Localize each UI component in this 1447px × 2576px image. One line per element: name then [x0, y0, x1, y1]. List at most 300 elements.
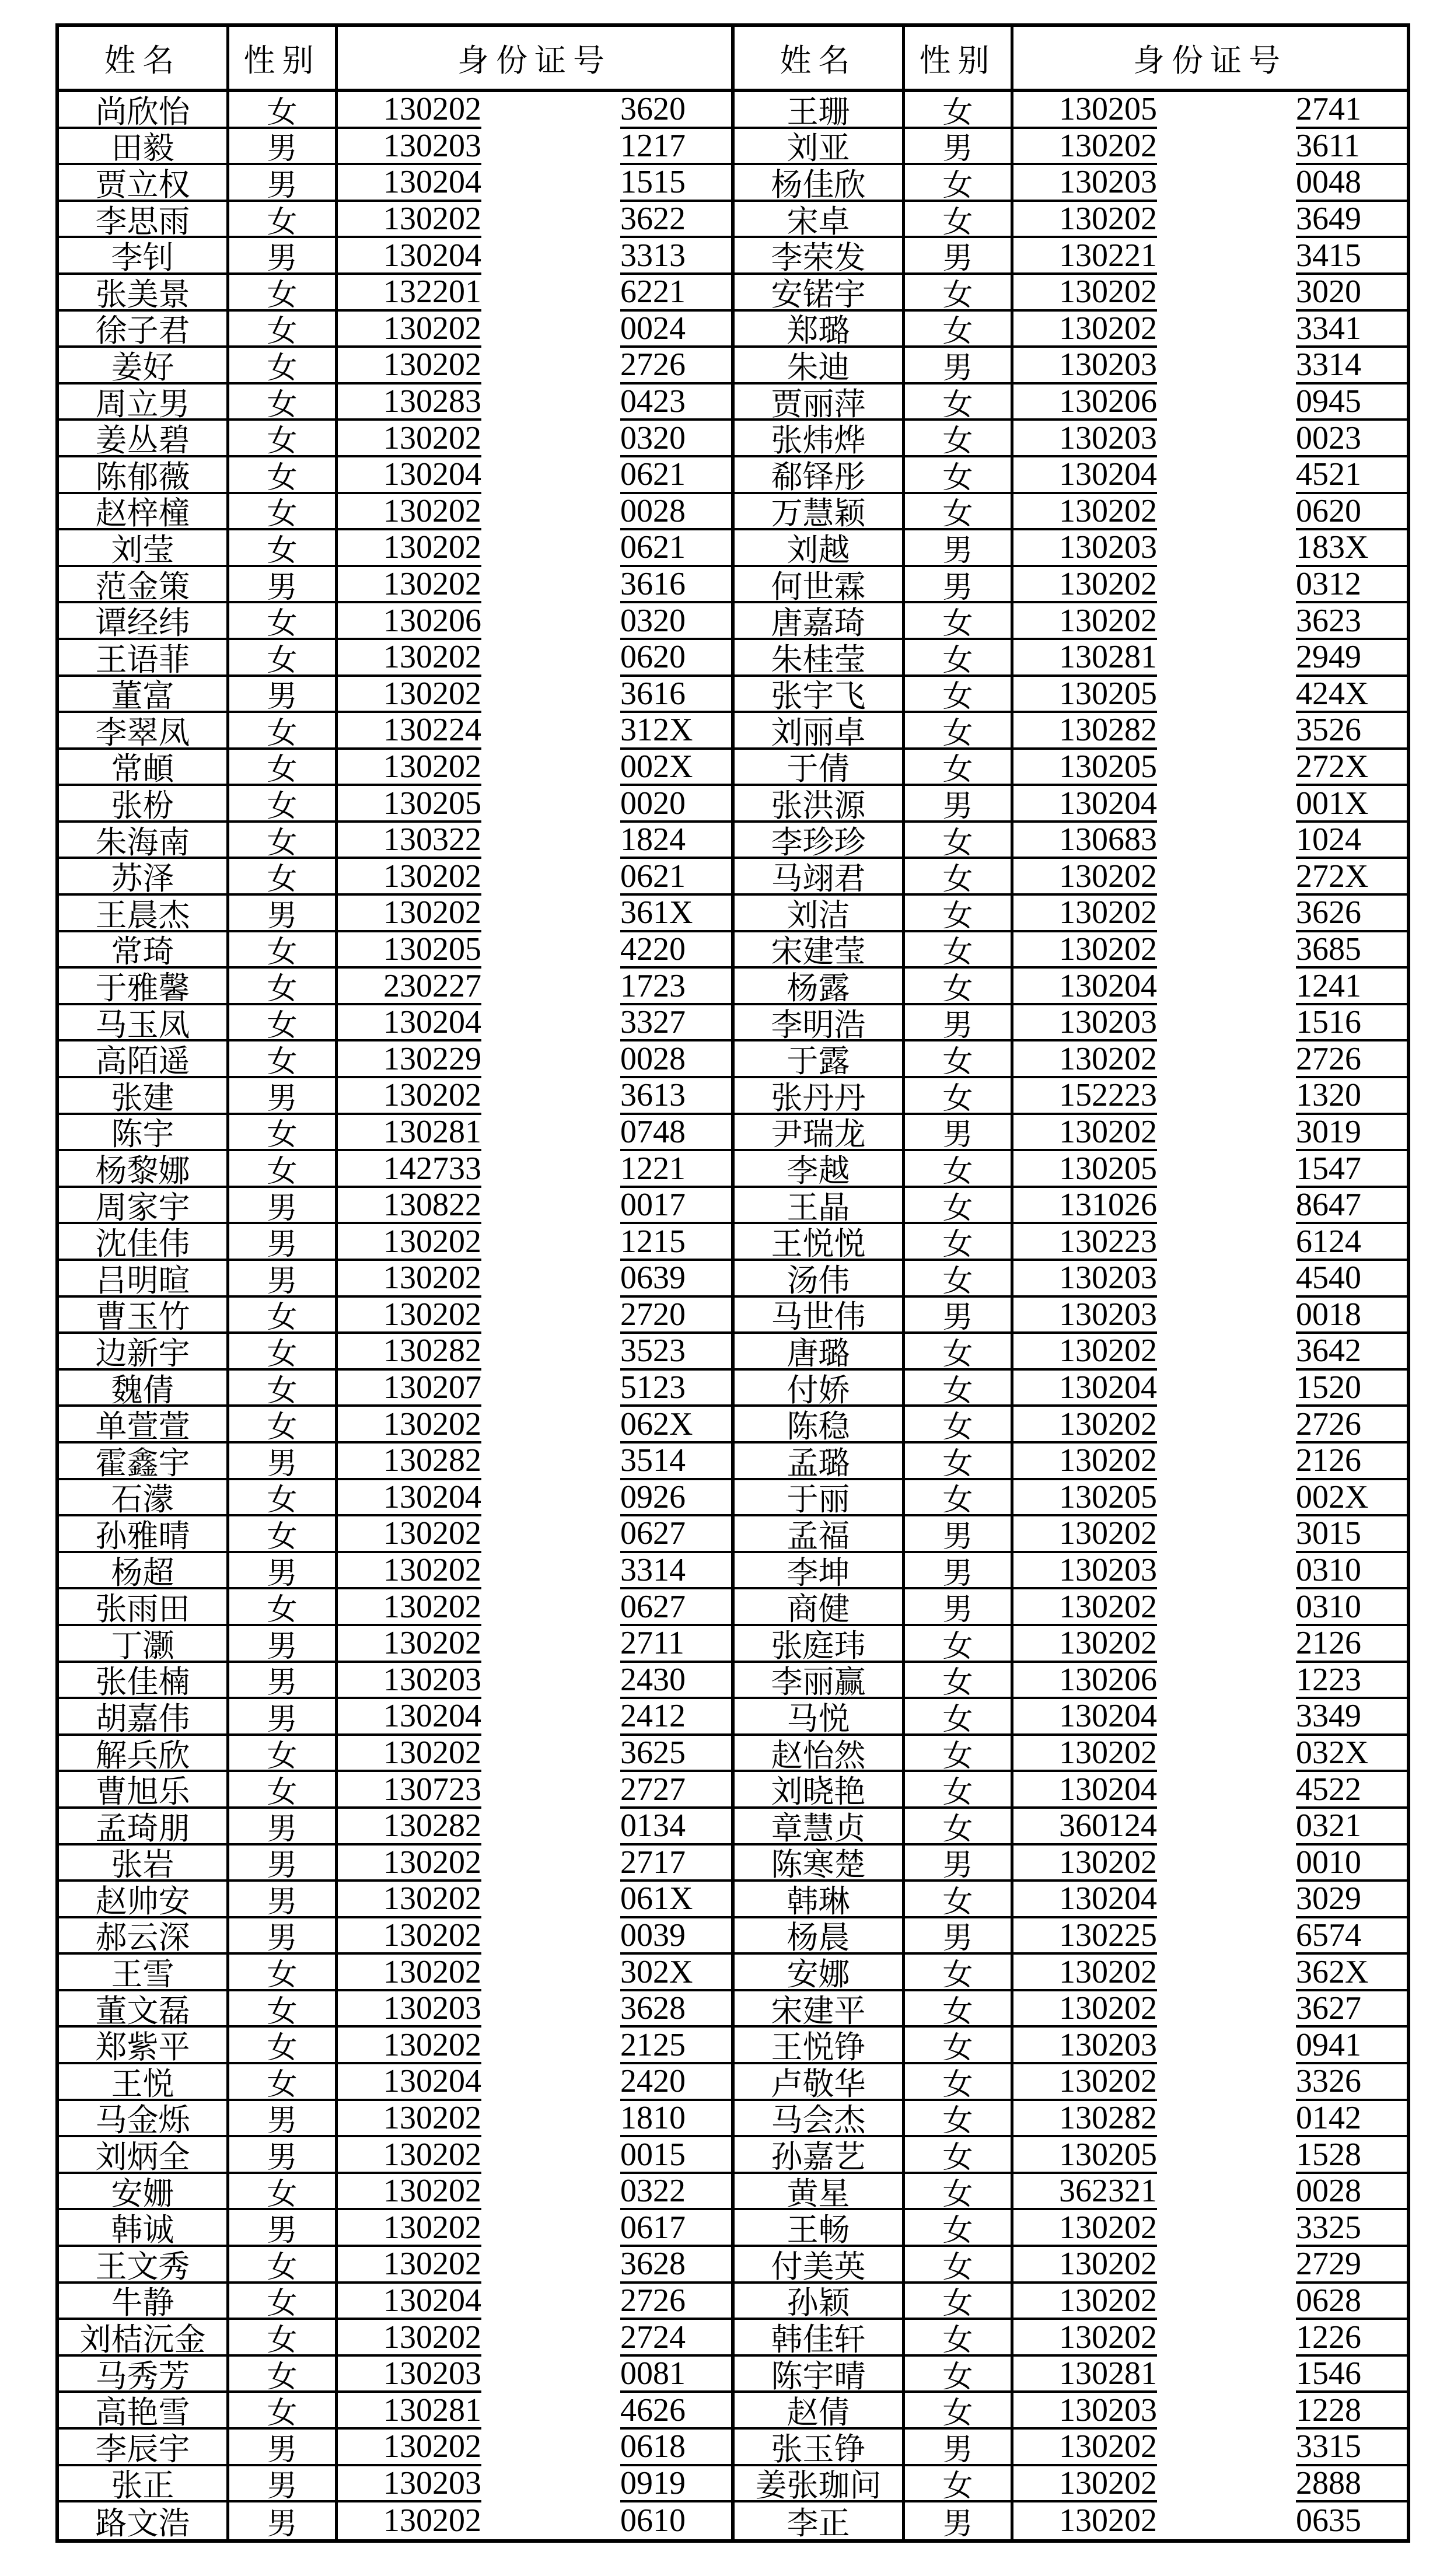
- id-prefix-cell: 130203: [338, 1991, 481, 2028]
- id-prefix-cell: 130205: [1013, 2137, 1157, 2174]
- id-prefix-cell: 130206: [1013, 1663, 1157, 1700]
- gender-cell: 女: [905, 1334, 1013, 1371]
- name-cell: 孙嘉艺: [735, 2137, 905, 2174]
- id-prefix-cell: 130202: [1013, 1846, 1157, 1882]
- id-suffix-cell: 0748: [620, 1115, 731, 1152]
- gender-cell: 女: [229, 1736, 338, 1773]
- id-masked-middle: [481, 202, 620, 239]
- name-cell: 魏倩: [59, 1371, 229, 1407]
- id-suffix-cell: 3616: [620, 677, 731, 714]
- table-row: [59, 1005, 731, 1042]
- table-row: [735, 1407, 1407, 1443]
- id-suffix-cell: 2741: [1296, 92, 1407, 129]
- id-masked-middle: [481, 1151, 620, 1188]
- name-cell: 刘炳全: [59, 2137, 229, 2174]
- table-row: [735, 530, 1407, 567]
- name-cell: 高艳雪: [59, 2393, 229, 2430]
- table-row: [59, 2284, 731, 2320]
- id-prefix-cell: 362321: [1013, 2174, 1157, 2211]
- id-suffix-cell: 302X: [620, 1955, 731, 1991]
- id-suffix-cell: 3349: [1296, 1699, 1407, 1736]
- gender-cell: 女: [905, 1151, 1013, 1188]
- id-suffix-cell: 2717: [620, 1846, 731, 1882]
- name-cell: 苏泽: [59, 859, 229, 896]
- name-cell: 刘晓艳: [735, 1772, 905, 1809]
- id-suffix-cell: 0320: [620, 421, 731, 457]
- name-cell: 付娇: [735, 1371, 905, 1407]
- name-cell: 张庭玮: [735, 1626, 905, 1663]
- id-prefix-cell: 130203: [1013, 1553, 1157, 1590]
- id-prefix-cell: 130202: [338, 1298, 481, 1334]
- gender-cell: 女: [905, 859, 1013, 896]
- gender-cell: 女: [905, 312, 1013, 348]
- id-suffix-cell: 0023: [1296, 421, 1407, 457]
- id-prefix-cell: 130202: [338, 1261, 481, 1298]
- id-masked-middle: [1157, 1334, 1296, 1371]
- id-suffix-cell: 032X: [1296, 1736, 1407, 1773]
- id-suffix-cell: 0320: [620, 603, 731, 640]
- gender-cell: 男: [905, 1918, 1013, 1955]
- gender-cell: 女: [229, 786, 338, 823]
- id-suffix-cell: 3628: [620, 2247, 731, 2284]
- name-cell: 韩佳轩: [735, 2320, 905, 2357]
- id-suffix-cell: 3019: [1296, 1115, 1407, 1152]
- id-prefix-cell: 130203: [1013, 348, 1157, 385]
- header-id: 身份证号: [1133, 43, 1287, 78]
- gender-cell: 女: [905, 2137, 1013, 2174]
- name-cell: 陈宇: [59, 1115, 229, 1152]
- id-suffix-cell: 061X: [620, 1882, 731, 1918]
- name-cell: 王畅: [735, 2210, 905, 2247]
- id-suffix-cell: 1824: [620, 823, 731, 859]
- name-cell: 朱海南: [59, 823, 229, 859]
- gender-cell: 女: [229, 932, 338, 969]
- id-masked-middle: [1157, 786, 1296, 823]
- id-masked-middle: [1157, 348, 1296, 385]
- id-suffix-cell: 3020: [1296, 275, 1407, 312]
- id-suffix-cell: 2430: [620, 1663, 731, 1700]
- id-masked-middle: [1157, 1918, 1296, 1955]
- id-suffix-cell: 2724: [620, 2320, 731, 2357]
- name-cell: 郑紫平: [59, 2028, 229, 2064]
- table-row: [735, 1663, 1407, 1700]
- id-prefix-cell: 130203: [338, 1663, 481, 1700]
- id-suffix-cell: 1320: [1296, 1078, 1407, 1115]
- table-row: [59, 1516, 731, 1553]
- id-masked-middle: [481, 1772, 620, 1809]
- id-prefix-cell: 130202: [338, 1407, 481, 1443]
- table-row: [735, 932, 1407, 969]
- name-cell: 卢敬华: [735, 2064, 905, 2101]
- id-prefix-cell: 130202: [338, 1553, 481, 1590]
- id-masked-middle: [481, 1516, 620, 1553]
- table-row: [59, 530, 731, 567]
- table-row: [59, 494, 731, 531]
- id-masked-middle: [1157, 1955, 1296, 1991]
- id-prefix-cell: 130202: [338, 1882, 481, 1918]
- gender-cell: 女: [905, 969, 1013, 1005]
- gender-cell: 女: [905, 2064, 1013, 2101]
- name-cell: 刘桔沅金: [59, 2320, 229, 2357]
- id-masked-middle: [481, 238, 620, 275]
- id-prefix-cell: 130202: [338, 1626, 481, 1663]
- gender-cell: 女: [229, 1298, 338, 1334]
- id-masked-middle: [1157, 92, 1296, 129]
- id-masked-middle: [1157, 494, 1296, 531]
- id-prefix-cell: 130221: [1013, 238, 1157, 275]
- table-row: [735, 603, 1407, 640]
- id-suffix-cell: 0015: [620, 2137, 731, 2174]
- id-masked-middle: [481, 1663, 620, 1700]
- table-row: [735, 494, 1407, 531]
- id-suffix-cell: 0028: [1296, 2174, 1407, 2211]
- name-cell: 边新宇: [59, 1334, 229, 1371]
- id-suffix-cell: 3649: [1296, 202, 1407, 239]
- id-masked-middle: [1157, 2101, 1296, 2138]
- name-cell: 韩诚: [59, 2210, 229, 2247]
- table-row: [59, 713, 731, 750]
- table-body-right: [735, 92, 1407, 2539]
- id-suffix-cell: 5123: [620, 1371, 731, 1407]
- table-row: [59, 1882, 731, 1918]
- table-row: [59, 969, 731, 1005]
- id-prefix-cell: 130203: [1013, 1298, 1157, 1334]
- id-prefix-cell: 130202: [338, 859, 481, 896]
- table-row: [59, 2393, 731, 2430]
- id-masked-middle: [1157, 530, 1296, 567]
- table-row: [735, 421, 1407, 457]
- gender-cell: 男: [229, 1846, 338, 1882]
- id-suffix-cell: 0627: [620, 1516, 731, 1553]
- id-suffix-cell: 0010: [1296, 1846, 1407, 1882]
- id-masked-middle: [481, 165, 620, 202]
- id-suffix-cell: 1223: [1296, 1663, 1407, 1700]
- id-prefix-cell: 130202: [1013, 494, 1157, 531]
- name-cell: 常琦: [59, 932, 229, 969]
- gender-cell: 女: [229, 275, 338, 312]
- gender-cell: 女: [905, 1188, 1013, 1225]
- gender-cell: 女: [229, 530, 338, 567]
- id-prefix-cell: 130204: [338, 2284, 481, 2320]
- table-header-row: [59, 27, 731, 92]
- name-cell: 王文秀: [59, 2247, 229, 2284]
- id-masked-middle: [481, 385, 620, 421]
- id-masked-middle: [481, 1115, 620, 1152]
- gender-cell: 男: [905, 530, 1013, 567]
- id-prefix-cell: 130223: [1013, 1224, 1157, 1261]
- name-cell: 王悦: [59, 2064, 229, 2101]
- id-suffix-cell: 2888: [1296, 2466, 1407, 2503]
- gender-cell: 女: [905, 1626, 1013, 1663]
- gender-cell: 女: [229, 1480, 338, 1517]
- name-cell: 汤伟: [735, 1261, 905, 1298]
- id-prefix-cell: 130202: [338, 567, 481, 604]
- table-row: [735, 1699, 1407, 1736]
- id-prefix-cell: 130206: [338, 603, 481, 640]
- table-row: [59, 2357, 731, 2393]
- id-prefix-cell: 130205: [1013, 1480, 1157, 1517]
- id-masked-middle: [481, 1005, 620, 1042]
- id-masked-middle: [481, 1041, 620, 1078]
- name-cell: 宋卓: [735, 202, 905, 239]
- name-cell: 丁灏: [59, 1626, 229, 1663]
- gender-cell: 女: [905, 202, 1013, 239]
- table-row: [59, 312, 731, 348]
- id-suffix-cell: 3514: [620, 1443, 731, 1480]
- id-prefix-cell: 130202: [338, 1589, 481, 1626]
- id-masked-middle: [481, 129, 620, 166]
- table-row: [735, 1955, 1407, 1991]
- id-prefix-cell: 130203: [338, 129, 481, 166]
- id-prefix-cell: 130202: [1013, 2466, 1157, 2503]
- gender-cell: 男: [229, 567, 338, 604]
- id-masked-middle: [481, 1407, 620, 1443]
- gender-cell: 女: [905, 932, 1013, 969]
- gender-cell: 男: [905, 129, 1013, 166]
- table-row: [59, 1846, 731, 1882]
- table-row: [735, 1589, 1407, 1626]
- id-masked-middle: [1157, 238, 1296, 275]
- id-prefix-cell: 130204: [338, 238, 481, 275]
- id-suffix-cell: 062X: [620, 1407, 731, 1443]
- id-suffix-cell: 2726: [1296, 1041, 1407, 1078]
- id-masked-middle: [1157, 275, 1296, 312]
- id-prefix-cell: 130203: [1013, 421, 1157, 457]
- id-suffix-cell: 002X: [1296, 1480, 1407, 1517]
- id-prefix-cell: 130281: [338, 2393, 481, 2430]
- gender-cell: 男: [905, 238, 1013, 275]
- table-row: [735, 2137, 1407, 2174]
- gender-cell: 男: [229, 238, 338, 275]
- gender-cell: 女: [905, 92, 1013, 129]
- name-cell: 贾丽萍: [735, 385, 905, 421]
- table-row: [59, 2502, 731, 2539]
- gender-cell: 男: [229, 1809, 338, 1846]
- name-cell: 陈宇晴: [735, 2357, 905, 2393]
- gender-cell: 女: [905, 2247, 1013, 2284]
- table-row: [59, 1334, 731, 1371]
- name-cell: 李明浩: [735, 1005, 905, 1042]
- id-suffix-cell: 3314: [620, 1553, 731, 1590]
- id-masked-middle: [481, 603, 620, 640]
- gender-cell: 男: [229, 2137, 338, 2174]
- table-row: [735, 2393, 1407, 2430]
- id-suffix-cell: 2126: [1296, 1626, 1407, 1663]
- table-row: [735, 92, 1407, 129]
- gender-cell: 男: [905, 1589, 1013, 1626]
- id-prefix-cell: 130205: [1013, 677, 1157, 714]
- id-prefix-cell: 130205: [1013, 92, 1157, 129]
- id-suffix-cell: 1226: [1296, 2320, 1407, 2357]
- table-row: [59, 1078, 731, 1115]
- gender-cell: 女: [229, 859, 338, 896]
- table-row: [735, 1298, 1407, 1334]
- gender-cell: 女: [905, 457, 1013, 494]
- table-row: [59, 859, 731, 896]
- table-row: [59, 786, 731, 823]
- id-masked-middle: [481, 275, 620, 312]
- id-suffix-cell: 1516: [1296, 1005, 1407, 1042]
- id-prefix-cell: 130202: [1013, 202, 1157, 239]
- name-cell: 万慧颖: [735, 494, 905, 531]
- id-masked-middle: [1157, 2502, 1296, 2539]
- id-masked-middle: [1157, 1516, 1296, 1553]
- id-prefix-cell: 130202: [1013, 603, 1157, 640]
- table-row: [735, 1334, 1407, 1371]
- id-masked-middle: [1157, 1261, 1296, 1298]
- table-row: [59, 1371, 731, 1407]
- id-suffix-cell: 3616: [620, 567, 731, 604]
- id-suffix-cell: 3611: [1296, 129, 1407, 166]
- name-cell: 李翠凤: [59, 713, 229, 750]
- gender-cell: 男: [905, 1516, 1013, 1553]
- gender-cell: 男: [229, 1882, 338, 1918]
- id-suffix-cell: 0941: [1296, 2028, 1407, 2064]
- id-masked-middle: [1157, 640, 1296, 677]
- id-suffix-cell: 0039: [620, 1918, 731, 1955]
- name-cell: 姜丛碧: [59, 421, 229, 457]
- table-row: [735, 750, 1407, 787]
- id-prefix-cell: 130205: [1013, 750, 1157, 787]
- id-masked-middle: [1157, 896, 1296, 932]
- id-suffix-cell: 4220: [620, 932, 731, 969]
- gender-cell: 男: [229, 1626, 338, 1663]
- id-masked-middle: [481, 1224, 620, 1261]
- gender-cell: 女: [229, 603, 338, 640]
- id-masked-middle: [481, 1918, 620, 1955]
- id-suffix-cell: 0627: [620, 1589, 731, 1626]
- id-suffix-cell: 2949: [1296, 640, 1407, 677]
- id-masked-middle: [1157, 1371, 1296, 1407]
- gender-cell: 女: [229, 2284, 338, 2320]
- id-prefix-cell: 360124: [1013, 1809, 1157, 1846]
- table-row: [735, 2284, 1407, 2320]
- id-masked-middle: [1157, 2064, 1296, 2101]
- table-row: [735, 312, 1407, 348]
- id-prefix-cell: 130281: [1013, 2357, 1157, 2393]
- id-prefix-cell: 130202: [338, 1918, 481, 1955]
- id-masked-middle: [1157, 1188, 1296, 1225]
- name-cell: 李辰宇: [59, 2430, 229, 2466]
- table-row: [59, 1443, 731, 1480]
- id-masked-middle: [481, 567, 620, 604]
- table-row: [735, 1078, 1407, 1115]
- gender-cell: 女: [229, 1371, 338, 1407]
- id-prefix-cell: 130202: [1013, 2320, 1157, 2357]
- id-masked-middle: [1157, 567, 1296, 604]
- id-suffix-cell: 0621: [620, 859, 731, 896]
- id-prefix-cell: 130206: [1013, 385, 1157, 421]
- id-prefix-cell: 130204: [338, 1699, 481, 1736]
- gender-cell: 男: [905, 1298, 1013, 1334]
- id-prefix-cell: 130203: [1013, 2028, 1157, 2064]
- id-suffix-cell: 0618: [620, 2430, 731, 2466]
- id-prefix-cell: 130204: [1013, 1699, 1157, 1736]
- table-row: [59, 2247, 731, 2284]
- id-suffix-cell: 3626: [1296, 896, 1407, 932]
- id-suffix-cell: 0028: [620, 494, 731, 531]
- id-suffix-cell: 1241: [1296, 969, 1407, 1005]
- table-row: [59, 2137, 731, 2174]
- id-prefix-cell: 130204: [338, 457, 481, 494]
- id-suffix-cell: 1515: [620, 165, 731, 202]
- name-cell: 刘亚: [735, 129, 905, 166]
- table-row: [735, 2247, 1407, 2284]
- gender-cell: 女: [229, 2174, 338, 2211]
- id-prefix-cell: 130202: [338, 2430, 481, 2466]
- id-prefix-cell: 130202: [338, 896, 481, 932]
- id-masked-middle: [481, 1078, 620, 1115]
- name-cell: 李丽赢: [735, 1663, 905, 1700]
- id-masked-middle: [481, 677, 620, 714]
- name-cell: 周家宇: [59, 1188, 229, 1225]
- table-row: [735, 2320, 1407, 2357]
- id-masked-middle: [481, 1480, 620, 1517]
- id-prefix-cell: 130203: [1013, 165, 1157, 202]
- gender-cell: 女: [905, 640, 1013, 677]
- id-prefix-cell: 130229: [338, 1041, 481, 1078]
- table-row: [59, 567, 731, 604]
- table-row: [59, 2064, 731, 2101]
- table-row: [735, 567, 1407, 604]
- id-masked-middle: [481, 421, 620, 457]
- id-suffix-cell: 3622: [620, 202, 731, 239]
- id-masked-middle: [1157, 2028, 1296, 2064]
- header-gender: 性别: [229, 27, 338, 89]
- id-masked-middle: [481, 786, 620, 823]
- id-prefix-cell: 130202: [1013, 2064, 1157, 2101]
- id-prefix-cell: 130202: [383, 2502, 481, 2539]
- id-suffix-cell: 183X: [1296, 530, 1407, 567]
- table-row: [59, 1407, 731, 1443]
- id-suffix-cell: 3314: [1296, 348, 1407, 385]
- name-cell: 杨超: [59, 1553, 229, 1590]
- name-cell: 于倩: [735, 750, 905, 787]
- id-suffix-cell: 424X: [1296, 677, 1407, 714]
- id-prefix-cell: 130202: [1059, 2502, 1157, 2539]
- table-row: [59, 1955, 731, 1991]
- gender-cell: 女: [905, 1809, 1013, 1846]
- id-prefix-cell: 130202: [1013, 932, 1157, 969]
- id-masked-middle: [481, 2064, 620, 2101]
- name-cell: 李珍珍: [735, 823, 905, 859]
- name-cell: 张洪源: [735, 786, 905, 823]
- id-masked-middle: [481, 969, 620, 1005]
- gender-cell: 女: [229, 823, 338, 859]
- table-row: [735, 2210, 1407, 2247]
- id-suffix-cell: 1024: [1296, 823, 1407, 859]
- id-masked-middle: [481, 1298, 620, 1334]
- id-prefix-cell: 130202: [1013, 312, 1157, 348]
- id-prefix-cell: 130202: [1013, 1991, 1157, 2028]
- gender-cell: 男: [229, 2430, 338, 2466]
- id-masked-middle: [1157, 2430, 1296, 2466]
- id-prefix-cell: 132201: [338, 275, 481, 312]
- table-row: [59, 421, 731, 457]
- id-suffix-cell: 0621: [620, 457, 731, 494]
- gender-cell: 女: [905, 2028, 1013, 2064]
- name-cell: 高陌遥: [59, 1041, 229, 1078]
- name-cell: 周立男: [59, 385, 229, 421]
- gender-cell: 女: [905, 896, 1013, 932]
- id-masked-middle: [481, 1371, 620, 1407]
- id-suffix-cell: 6124: [1296, 1224, 1407, 1261]
- gender-cell: 女: [905, 1882, 1013, 1918]
- gender-cell: 女: [229, 2064, 338, 2101]
- id-masked-middle: [1157, 421, 1296, 457]
- id-masked-middle: [481, 2430, 620, 2466]
- gender-cell: 男: [229, 1078, 338, 1115]
